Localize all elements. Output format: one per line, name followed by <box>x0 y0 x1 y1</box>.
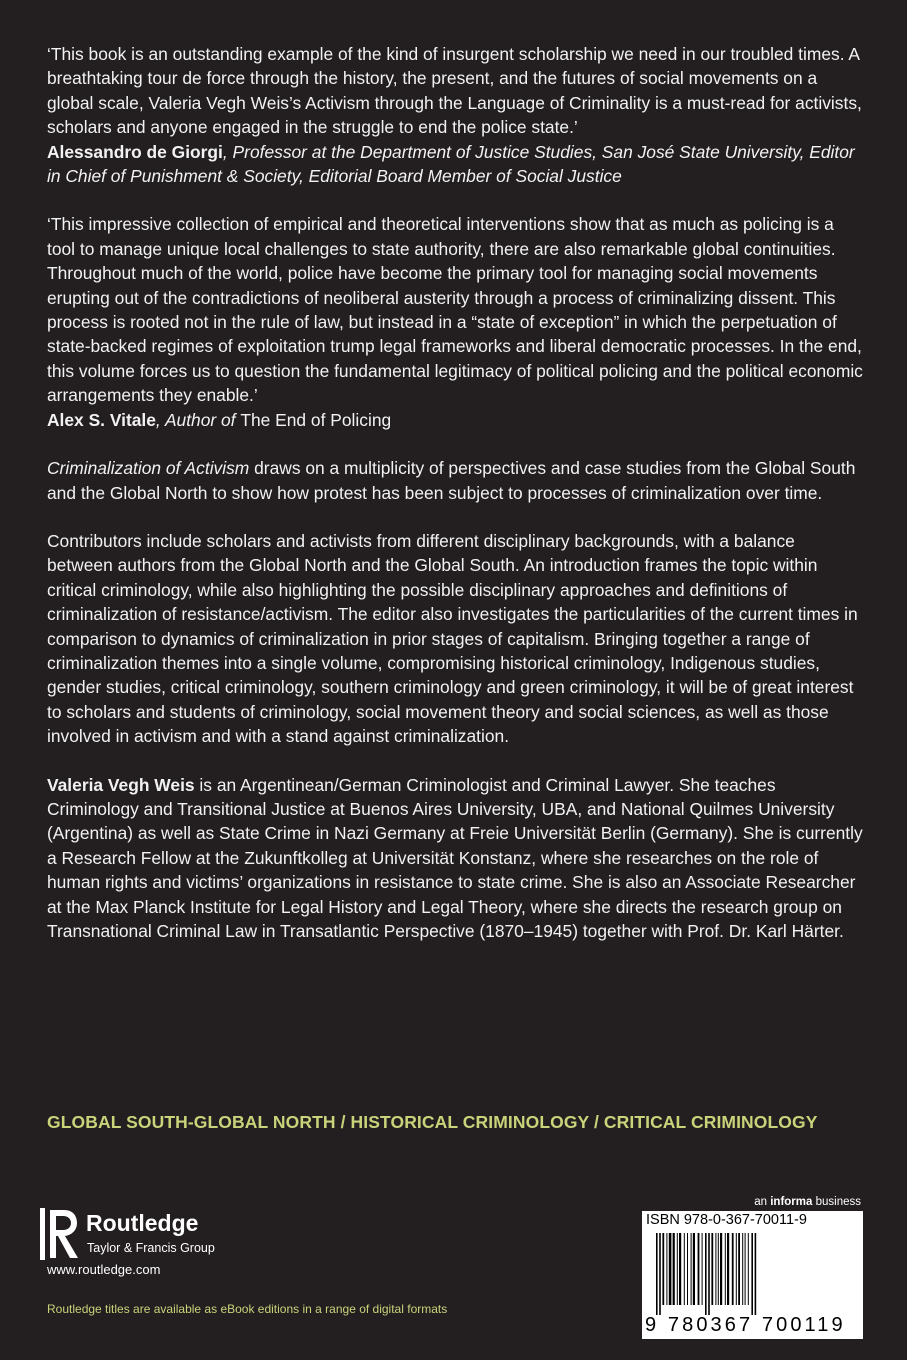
barcode-bar <box>662 1233 664 1305</box>
barcode-bar <box>732 1233 734 1305</box>
description-paragraph-2: Contributors include scholars and activists from different disciplinary backgrounds, with a balance between authors from the Global North and the Global South. An introduction frames the topic within critical criminology, while also highlighting the possible disciplinary approaches and definitions of criminalization of resistance/activism. The editor also investigates the particularities of the current times in comparison to dynamics of criminalization in prior stages of capitalism. Bringing together a range of criminalization themes into a single volume, compromising historical criminology, Indigenous studies, gender studies, critical criminology, southern criminology and green criminology, it will be of great interest to scholars and students of criminology, social movement theory and social sciences, as well as those involved in activism and with a stand against criminalization. <box>47 530 858 747</box>
informa-tagline <box>754 1196 861 1208</box>
routledge-r-icon <box>40 1208 80 1260</box>
barcode-bar <box>725 1233 726 1305</box>
barcode-bar <box>659 1233 661 1315</box>
book-title: Criminalization of Activism <box>47 458 250 479</box>
barcode-bar <box>687 1233 688 1305</box>
quote-1-affiliation: , Professor at the Department of Justice Studies, San José State University, Editor in Chief of Punishment & Society, Editorial Board Member of Social Justice <box>47 141 855 187</box>
barcode-bar <box>691 1233 692 1305</box>
quote-2 <box>47 212 863 432</box>
barcode-bar <box>715 1233 716 1305</box>
description-paragraph-1-text: draws on a multiplicity of perspectives and case studies from the Global South and the Global North to show how protest has been subject to processes of criminalization over time. <box>47 458 856 503</box>
back-cover-text <box>47 42 863 943</box>
barcode-bar <box>736 1233 737 1305</box>
informa-suffix: business <box>812 1196 861 1208</box>
barcode-bar <box>698 1233 700 1305</box>
publisher-url[interactable]: www.routledge.com <box>47 1262 161 1277</box>
barcode-digits: 9 780367 700119 <box>645 1314 846 1336</box>
barcode-bar <box>693 1233 695 1305</box>
editor-name: Valeria Vegh Weis <box>47 774 195 795</box>
informa-brand: informa <box>770 1196 813 1208</box>
barcode-bar <box>751 1233 753 1315</box>
barcode-bar <box>742 1233 743 1305</box>
quote-2-book: The End of Policing <box>240 409 392 430</box>
barcode-bar <box>684 1233 685 1305</box>
description-paragraph-1 <box>47 456 863 505</box>
quote-2-text: ‘This impressive collection of empirical and theoretical interventions show that as much as policing is a tool to manage unique local challenges to state authority, there are also remarkable global continuities. Throughout much of the world, police have become the primary tool for managing social movements erupting out of the contradictions of neoliberal austerity through a process of criminalizing dissent. This process is rooted not in the rule of law, but instead in a “state of exception” in which the perpetuation of state-backed regimes of exploitation trump legal frameworks and liberal democratic processes. In the end, this volume forces us to question the fundamental legitimacy of political policing and the political economic arrangements they enable.’ <box>47 214 863 406</box>
barcode-bar <box>673 1233 675 1305</box>
barcode-bar <box>708 1233 710 1315</box>
barcode-bar <box>679 1233 681 1305</box>
barcode-bar <box>702 1233 703 1305</box>
barcode-bar <box>745 1233 746 1305</box>
subject-categories: GLOBAL SOUTH-GLOBAL NORTH / HISTORICAL CRIMINOLOGY / CRITICAL CRIMINOLOGY <box>47 1112 818 1132</box>
barcode-bar <box>669 1233 672 1305</box>
barcode-bar <box>748 1233 749 1305</box>
editor-bio <box>47 773 863 944</box>
barcode-bar <box>711 1233 713 1305</box>
barcode-bar <box>666 1233 667 1305</box>
isbn-barcode <box>642 1211 863 1339</box>
quote-2-attribution <box>47 408 863 432</box>
quote-1-attribution <box>47 140 863 189</box>
publisher-group: Taylor & Francis Group <box>87 1241 215 1255</box>
barcode-bar <box>755 1233 757 1315</box>
quote-1 <box>47 42 863 188</box>
barcode-bar <box>727 1233 729 1305</box>
quote-2-role: , Author of <box>155 409 241 430</box>
ebook-note: Routledge titles are available as eBook editions in a range of digital formats <box>47 1302 448 1316</box>
barcode-bar <box>656 1233 658 1315</box>
editor-bio-text: is an Argentinean/German Criminologist and Criminal Lawyer. She teaches Criminology and Transitional Justice at Buenos Aires University, UBA, and National Quilmes University (Argentina) as well as State Crime in Nazi Germany at Freie Universität Berlin (Germany). She is currently a Research Fellow at the Zukunftkolleg at Universität Konstanz, where she researches on the role of human rights and victims’ organizations in resistance to state crime. She is also an Associate Researcher at the Max Planck Institute for Legal History and Legal Theory, where she directs the research group on Transnational Criminal Law in Transatlantic Perspective (1870–1945) together with Prof. Dr. Karl Härter. <box>47 774 863 941</box>
quote-1-text: ‘This book is an outstanding example of the kind of insurgent scholarship we need in our troubled times. A breathtaking tour de force through the history, the present, and the futures of social movements on a global scale, Valeria Vegh Weis’s Activism through the Language of Criminality is a must-read for activists, scholars and anyone engaged in the struggle to end the police state.’ <box>47 44 862 138</box>
barcode-bar <box>677 1233 678 1305</box>
barcode-bar <box>738 1233 740 1305</box>
quote-1-author: Alessandro de Giorgi <box>47 141 223 162</box>
informa-prefix: an <box>754 1196 771 1208</box>
barcode-bar <box>718 1233 719 1305</box>
isbn-number: ISBN 978-0-367-70011-9 <box>646 1212 807 1228</box>
barcode-bar <box>705 1233 707 1315</box>
quote-2-author: Alex S. Vitale <box>47 409 156 430</box>
publisher-name: Routledge <box>86 1210 199 1236</box>
barcode-bars <box>642 1233 863 1315</box>
barcode-bar <box>720 1233 722 1305</box>
